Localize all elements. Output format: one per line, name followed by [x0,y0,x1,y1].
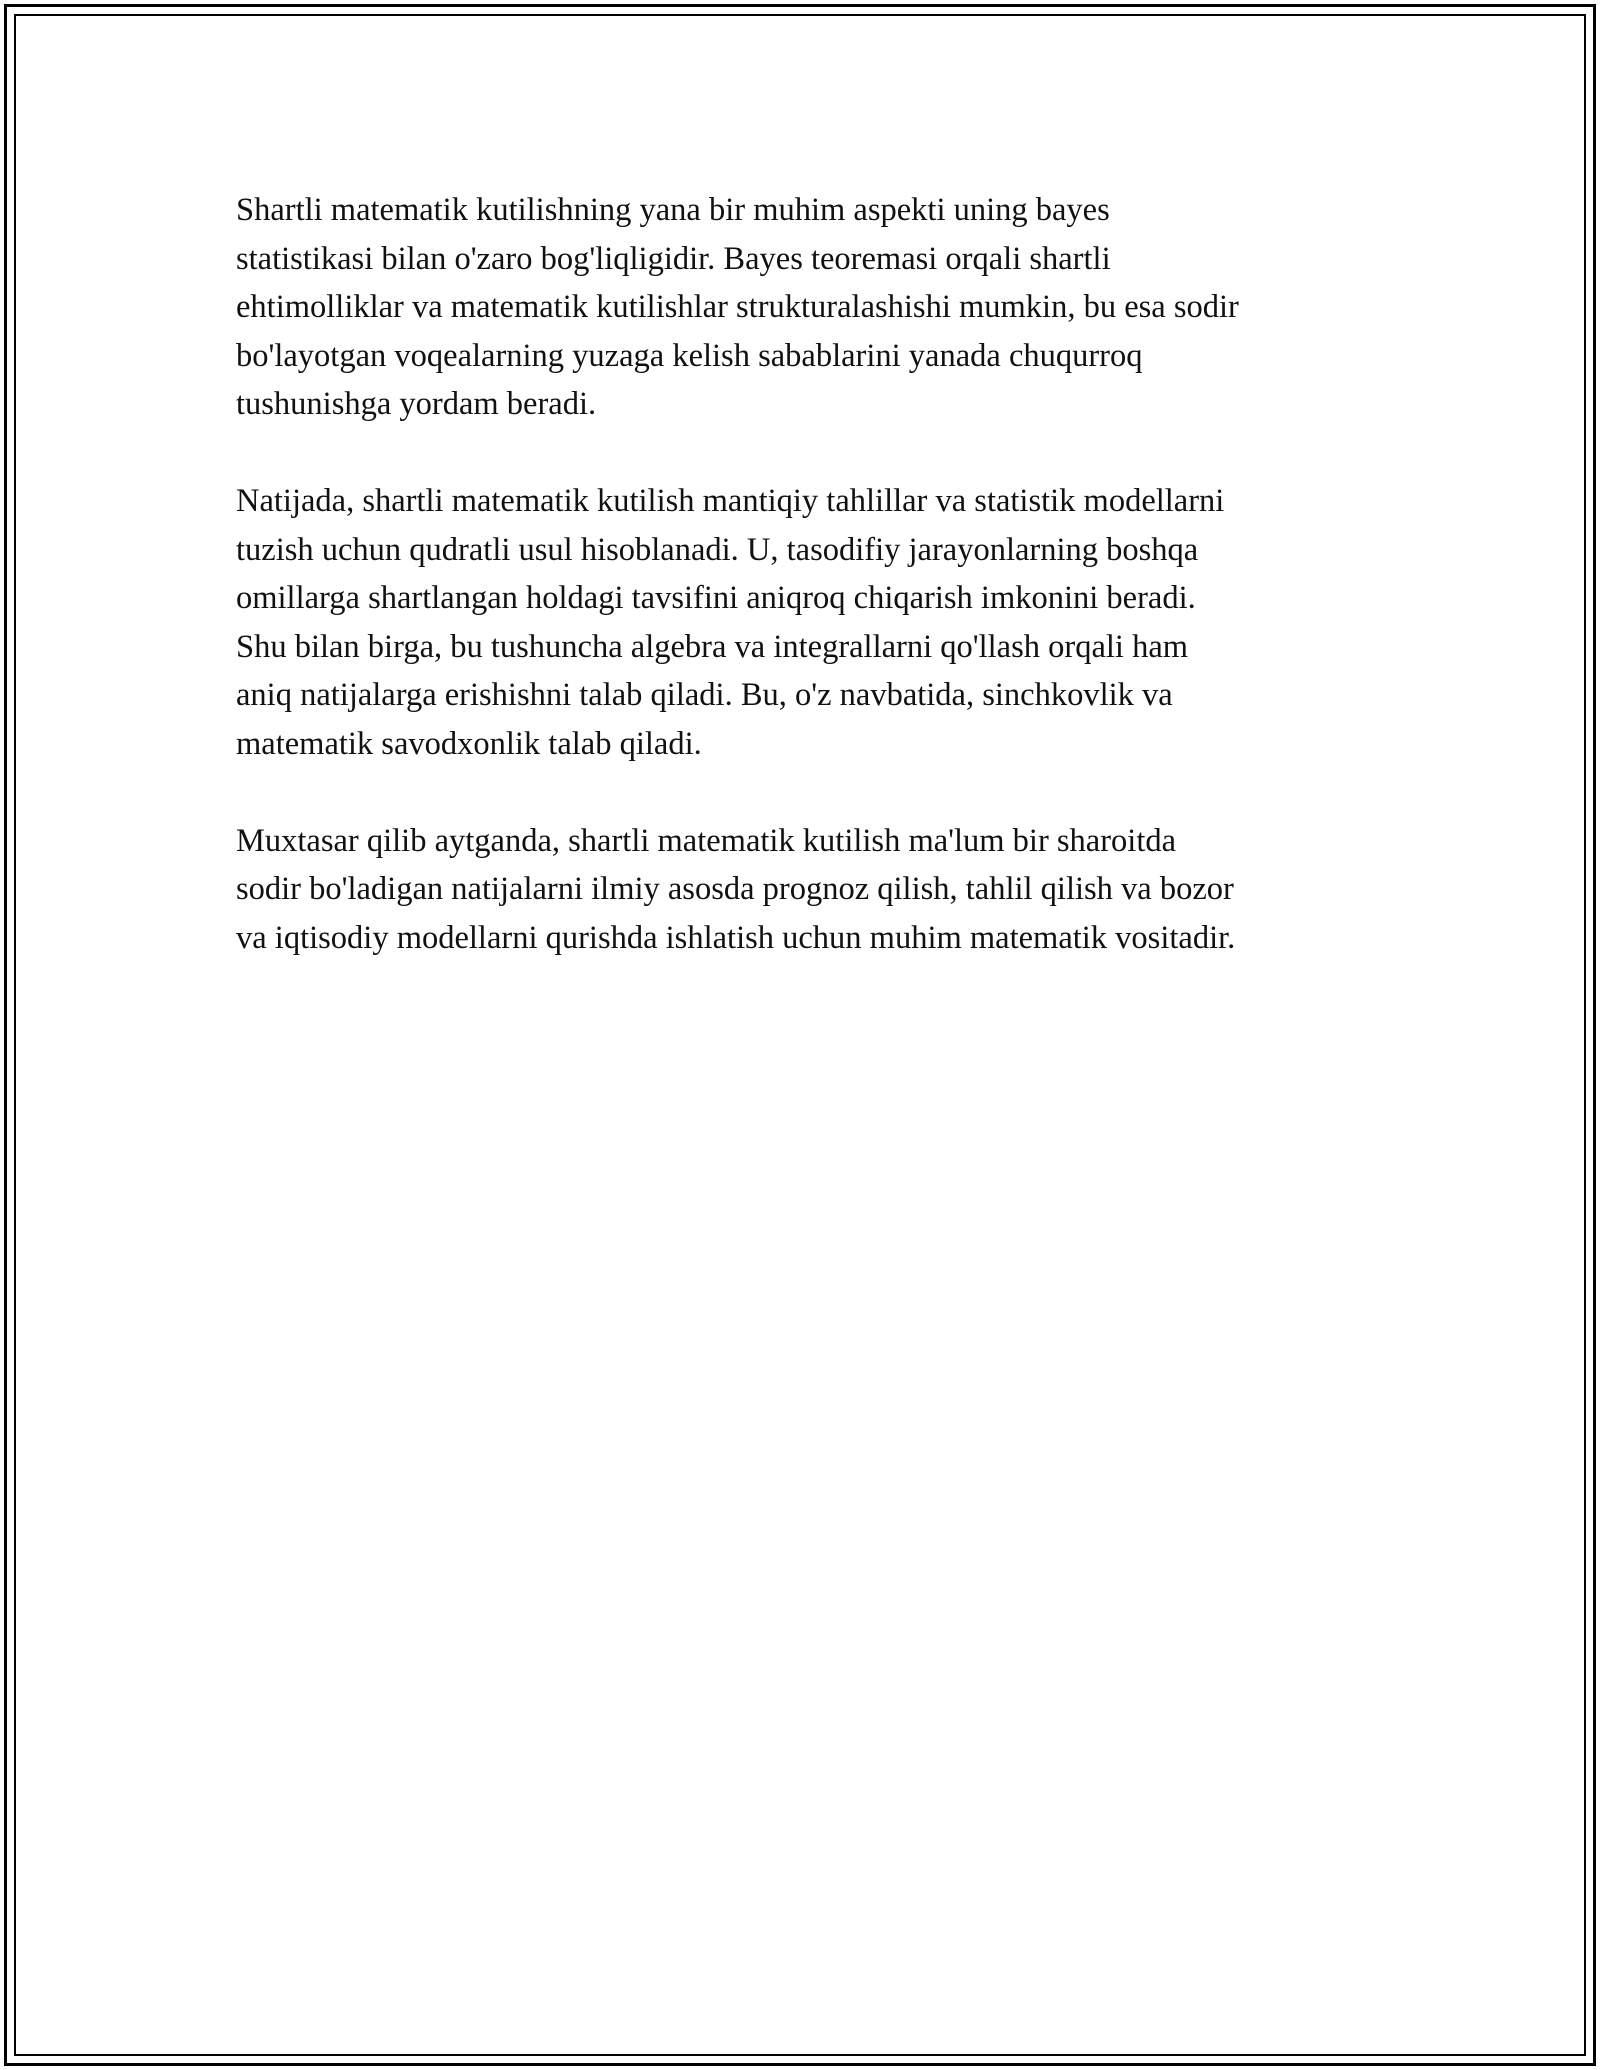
paragraph-summary: Muxtasar qilib aytganda, shartli matematik kutilish ma'lum bir sharoitda sodir bo'ladigan natijalarni ilmiy asosda prognoz qilish, tahlil qilish va bozor va iqtisodiy modellarni qurishda ishlatish uchun muhim matematik vositadir. [236,822,1236,956]
document-body [236,186,1386,1011]
paragraph-conclusion: Natijada, shartli matematik kutilish mantiqiy tahlillar va statistik modellarni tuzish uchun qudratli usul hisoblanadi. U, tasodifiy jarayonlarning boshqa omillarga shartlangan holdagi tavsifini aniqroq chiqarish imkonini beradi. Shu bilan birga, bu tushuncha algebra va integrallarni qo'llash orqali ham aniq natijalarga erishishni talab qiladi. Bu, o'z navbatida, sinchkovlik va matematik savodxonlik talab qiladi. [236,483,1225,762]
paragraph-bayes: Shartli matematik kutilishning yana bir muhim aspekti uning bayes statistikasi bilan o'zaro bog'liqligidir. Bayes teoremasi orqali shartli ehtimolliklar va matematik kutilishlar strukturalashishi mumkin, bu esa sodir bo'layotgan voqealarning yuzaga kelish sabablarini yanada chuqurroq tushunishga yordam beradi. [236,192,1239,422]
